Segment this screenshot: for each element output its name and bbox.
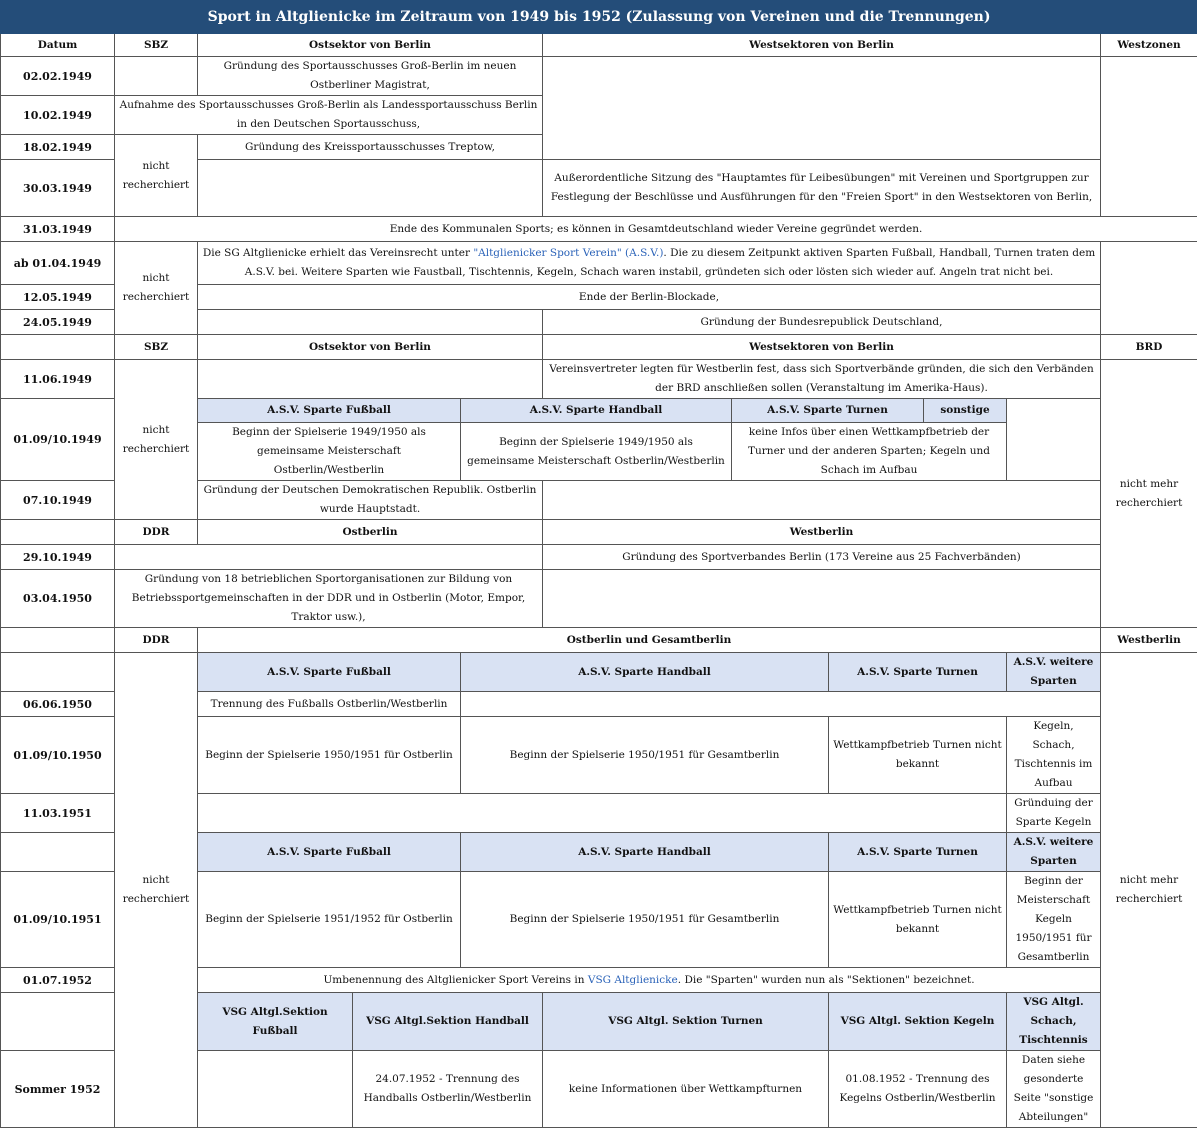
sektion-header: VSG Altgl.Sektion Fußball [198,993,353,1051]
event-text: . Die "Sparten" wurden nun als "Sektionen" bezeichnet. [678,974,975,986]
sparte-header: A.S.V. Sparte Fußball [198,833,461,872]
sektion-header: VSG Altgl.Sektion Handball [353,993,543,1051]
sparte-header: A.S.V. weitere Sparten [1007,653,1101,692]
event-cell: Ende der Berlin-Blockade, [198,285,1101,310]
sektion-header: VSG Altgl. Sektion Turnen [543,993,829,1051]
event-cell [198,968,1101,993]
asv-link[interactable]: "Altglienicker Sport Verein" (A.S.V.) [473,247,663,259]
sparte-header: A.S.V. weitere Sparten [1007,833,1101,872]
date-cell: 10.02.1949 [1,96,115,135]
header-sbz: SBZ [115,34,198,57]
event-cell: Gründung des Kreissportausschusses Treptow, [198,135,543,160]
vsg-link[interactable]: VSG Altglienicke [588,974,678,986]
event-cell: Gründuing der Sparte Kegeln [1007,794,1101,833]
header-ostberlin: Ostberlin [198,520,543,545]
not-researched-cell: nicht recherchiert [115,653,198,1128]
empty-cell [1,520,115,545]
event-cell: 24.07.1952 - Trennung des Handballs Ostberlin/Westberlin [353,1051,543,1128]
event-cell: Ende des Kommunalen Sports; es können in Gesamtdeutschland wieder Vereine gegründet werden. [115,217,1197,242]
date-cell: 06.06.1950 [1,692,115,717]
empty-cell [198,1051,353,1128]
empty-cell [198,310,543,335]
event-cell: 01.08.1952 - Trennung des Kegelns Ostberlin/Westberlin [829,1051,1007,1128]
empty-cell [1101,57,1197,217]
empty-cell [115,57,198,96]
empty-cell [543,481,1101,520]
date-cell: 03.04.1950 [1,570,115,628]
date-cell: 11.06.1949 [1,360,115,399]
page-title: Sport in Altglienicke im Zeitraum von 1949 bis 1952 (Zulassung von Vereinen und die Trennungen) [1,1,1197,34]
sektion-header: VSG Altgl. Schach, Tischtennis [1007,993,1101,1051]
date-cell: 11.03.1951 [1,794,115,833]
header-westberlin: Westberlin [543,520,1101,545]
event-cell: Beginn der Spielserie 1950/1951 für Gesamtberlin [461,872,829,968]
date-cell: 31.03.1949 [1,217,115,242]
empty-cell [198,160,543,217]
empty-cell [1101,242,1197,335]
event-cell: Wettkampfbetrieb Turnen nicht bekannt [829,717,1007,794]
sparte-header: A.S.V. Sparte Handball [461,399,732,423]
date-cell: 29.10.1949 [1,545,115,570]
event-cell: Gründung von 18 betrieblichen Sportorganisationen zur Bildung von Betriebssportgemeinschaften in der DDR und in Ostberlin (Motor, Empor, Traktor usw.), [115,570,543,628]
event-cell: Wettkampfbetrieb Turnen nicht bekannt [829,872,1007,968]
empty-cell [543,570,1101,628]
header-westberlin: Westberlin [1101,628,1197,653]
event-cell: Vereinsvertreter legten für Westberlin fest, dass sich Sportverbände gründen, die sich den Verbänden der BRD anschließen sollen (Veranstaltung im Amerika-Haus). [543,360,1101,399]
event-cell: Gründung des Sportverbandes Berlin (173 Vereine aus 25 Fachverbänden) [543,545,1101,570]
sparte-header: A.S.V. Sparte Turnen [829,833,1007,872]
header-ostberlin-gesamtberlin: Ostberlin und Gesamtberlin [198,628,1101,653]
date-cell: 07.10.1949 [1,481,115,520]
event-cell: Gründung der Deutschen Demokratischen Republik. Ostberlin wurde Hauptstadt. [198,481,543,520]
event-cell: Trennung des Fußballs Ostberlin/Westberlin [198,692,461,717]
date-cell: 24.05.1949 [1,310,115,335]
date-cell: ab 01.04.1949 [1,242,115,285]
sektion-header: VSG Altgl. Sektion Kegeln [829,993,1007,1051]
header-westsektoren: Westsektoren von Berlin [543,34,1101,57]
event-cell: Beginn der Spielserie 1949/1950 als gemeinsame Meisterschaft Ostberlin/Westberlin [198,423,461,481]
date-cell: 01.09/10.1950 [1,717,115,794]
date-cell: 01.09/10.1951 [1,872,115,968]
header-ostsektor: Ostsektor von Berlin [198,34,543,57]
event-cell: keine Infos über einen Wettkampfbetrieb der Turner und der anderen Sparten; Kegeln und Schach im Aufbau [732,423,1007,481]
event-cell: Gründung des Sportausschusses Groß-Berlin im neuen Ostberliner Magistrat, [198,57,543,96]
sparte-header: A.S.V. Sparte Turnen [732,399,924,423]
header-ostsektor: Ostsektor von Berlin [198,335,543,360]
empty-cell [1,653,115,692]
header-westsektoren: Westsektoren von Berlin [543,335,1101,360]
empty-cell [461,692,1101,717]
sparte-header: A.S.V. Sparte Fußball [198,399,461,423]
event-cell: Beginn der Spielserie 1950/1951 für Gesamtberlin [461,717,829,794]
event-cell: Kegeln, Schach, Tischtennis im Aufbau [1007,717,1101,794]
event-cell: Außerordentliche Sitzung des "Hauptamtes für Leibesübungen" mit Vereinen und Sportgruppen zur Festlegung der Beschlüsse und Ausführungen für den "Freien Sport" in den Westsektoren von Berlin, [543,160,1101,217]
date-cell: 18.02.1949 [1,135,115,160]
not-researched-cell: nicht recherchiert [115,360,198,520]
header-brd: BRD [1101,335,1197,360]
event-cell: Daten siehe gesonderte Seite "sonstige Abteilungen" [1007,1051,1101,1128]
event-cell: Gründung der Bundesrepublick Deutschland, [543,310,1101,335]
date-cell: Sommer 1952 [1,1051,115,1128]
header-ddr: DDR [115,628,198,653]
empty-cell [1,993,115,1051]
header-sbz: SBZ [115,335,198,360]
empty-cell [543,57,1101,160]
empty-cell [1,833,115,872]
date-cell: 30.03.1949 [1,160,115,217]
empty-cell [1,335,115,360]
event-cell: Aufnahme des Sportausschusses Groß-Berlin als Landessportausschuss Berlin in den Deutschen Sportausschuss, [115,96,543,135]
sparte-header: A.S.V. Sparte Handball [461,833,829,872]
not-researched-cell: nicht recherchiert [115,135,198,217]
not-researched-cell: nicht mehr recherchiert [1101,653,1197,1128]
not-researched-cell: nicht mehr recherchiert [1101,360,1197,628]
event-cell [198,242,1101,285]
empty-cell [198,360,543,399]
event-text: . Die zu diesem Zeitpunkt aktiven Sparten Fußball, Handball, Turnen traten dem A.S.V. bei. Weitere Sparten wie Faustball, Tischtennis, Kegeln, Schach waren instabil, gründeten sich oder lösten sich wieder auf. Angeln trat nicht bei. [245,247,1095,278]
event-text: Umbenennung des Altglienicker Sport Vereins in [323,974,587,986]
date-cell: 01.07.1952 [1,968,115,993]
header-datum: Datum [1,34,115,57]
event-cell: Beginn der Spielserie 1951/1952 für Ostberlin [198,872,461,968]
date-cell: 01.09/10.1949 [1,399,115,481]
event-text: Die SG Altglienicke erhielt das Vereinsrecht unter [203,247,474,259]
date-cell: 02.02.1949 [1,57,115,96]
empty-cell [115,545,543,570]
sparte-header: A.S.V. Sparte Turnen [829,653,1007,692]
sparte-header: A.S.V. Sparte Handball [461,653,829,692]
sparte-header: A.S.V. Sparte Fußball [198,653,461,692]
header-westzonen: Westzonen [1101,34,1197,57]
not-researched-cell: nicht recherchiert [115,242,198,335]
event-cell: Beginn der Spielserie 1950/1951 für Ostberlin [198,717,461,794]
sparte-header: sonstige [924,399,1007,423]
event-cell: Beginn der Meisterschaft Kegeln 1950/1951 für Gesamtberlin [1007,872,1101,968]
event-cell: Beginn der Spielserie 1949/1950 als gemeinsame Meisterschaft Ostberlin/Westberlin [461,423,732,481]
header-ddr: DDR [115,520,198,545]
empty-cell [198,794,1007,833]
date-cell: 12.05.1949 [1,285,115,310]
empty-cell [1,628,115,653]
event-cell: keine Informationen über Wettkampfturnen [543,1051,829,1128]
